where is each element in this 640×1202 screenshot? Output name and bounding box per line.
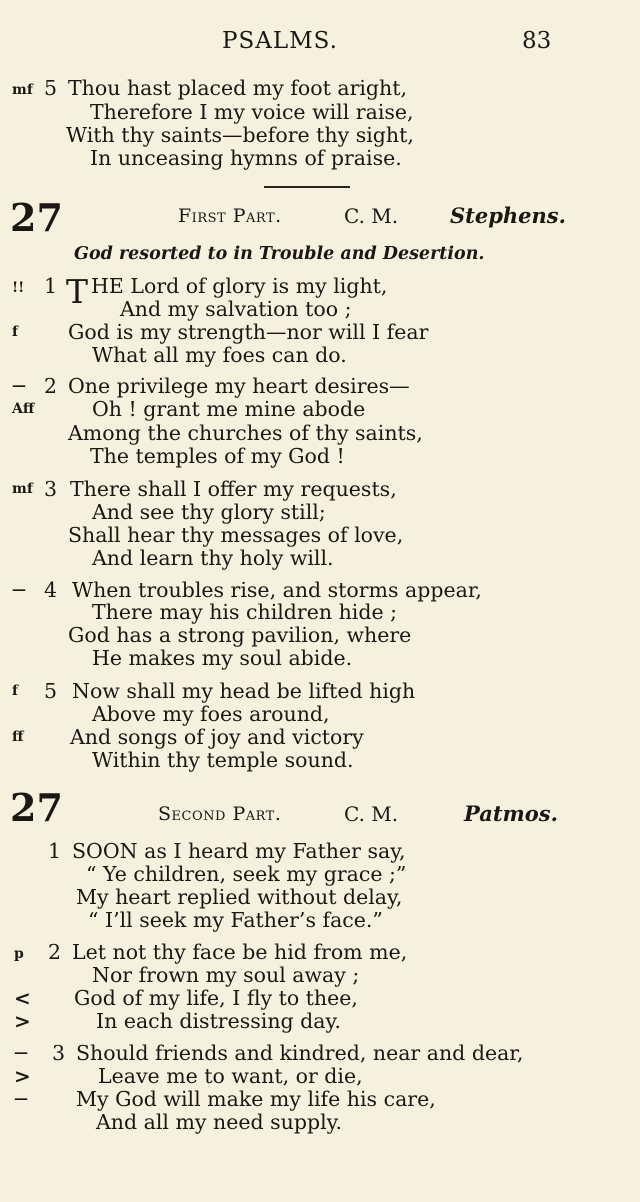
dynamic-mark: mf: [12, 481, 33, 497]
verse-line: God has a strong pavilion, where: [68, 623, 412, 647]
verse-line: There may his children hide ;: [92, 600, 398, 624]
verse-line: And songs of joy and victory: [70, 725, 364, 749]
verse-line: Let not thy face be hid from me,: [72, 940, 408, 964]
meter: C. M.: [344, 802, 399, 826]
verse-number: 5: [44, 679, 58, 703]
decrescendo-mark: >: [14, 1009, 31, 1033]
crescendo-mark: <: [14, 986, 31, 1010]
verse-number: 2: [48, 940, 62, 964]
verse-number: 3: [44, 477, 58, 501]
dynamic-mark: —: [14, 1045, 28, 1061]
dynamic-mark: p: [14, 946, 24, 962]
verse-number: 5: [44, 76, 58, 100]
verse-line: One privilege my heart desires—: [68, 374, 410, 398]
dynamic-mark: f: [12, 683, 19, 699]
dynamic-mark: f: [12, 324, 19, 340]
verse-number: 2: [44, 374, 58, 398]
divider-rule: [264, 186, 350, 188]
psalm-number: 27: [10, 195, 63, 240]
verse-line: And my salvation too ;: [120, 297, 352, 321]
dynamic-mark: —: [12, 378, 26, 394]
running-title: PSALMS.: [222, 28, 338, 54]
part-title: Second Part.: [158, 803, 282, 825]
verse-line: Now shall my head be lifted high: [72, 679, 416, 703]
verse-number: 1: [48, 839, 62, 863]
verse-line: Thou hast placed my foot aright,: [68, 76, 408, 100]
dynamic-mark: Aff: [12, 401, 35, 417]
verse-line: “ I’ll seek my Father’s face.”: [88, 908, 383, 932]
verse-line: In each distressing day.: [96, 1009, 341, 1033]
dynamic-mark: —: [12, 582, 26, 598]
verse-number: 4: [44, 578, 58, 602]
verse-line: And learn thy holy will.: [92, 546, 334, 570]
verse-number: 3: [52, 1041, 66, 1065]
drop-cap: T: [66, 272, 89, 311]
page-number: 83: [522, 28, 552, 54]
dynamic-mark: !!: [12, 280, 25, 296]
dynamic-mark: ff: [12, 729, 24, 745]
verse-line: Above my foes around,: [92, 702, 330, 726]
verse-line: And see thy glory still;: [92, 500, 326, 524]
verse-line: And all my need supply.: [96, 1110, 343, 1134]
verse-line: Within thy temple sound.: [92, 748, 354, 772]
verse-line: Should friends and kindred, near and dear,: [76, 1041, 524, 1065]
verse-line: “ Ye children, seek my grace ;”: [86, 862, 407, 886]
verse-line: My God will make my life his care,: [76, 1087, 436, 1111]
verse-line: Leave me to want, or die,: [98, 1064, 363, 1088]
verse-line: Among the churches of thy saints,: [68, 421, 423, 445]
verse-line: God of my life, I fly to thee,: [74, 986, 358, 1010]
verse-line: SOON as I heard my Father say,: [72, 839, 406, 863]
verse-line: Therefore I my voice will raise,: [90, 100, 414, 124]
decrescendo-mark: >: [14, 1064, 31, 1088]
verse-line: He makes my soul abide.: [92, 646, 353, 670]
meter: C. M.: [344, 204, 399, 228]
psalm-subtitle: God resorted to in Trouble and Desertion.: [74, 244, 485, 264]
verse-line: Shall hear thy messages of love,: [68, 523, 404, 547]
verse-line: When troubles rise, and storms appear,: [72, 578, 482, 602]
tune-name: Patmos.: [464, 801, 558, 826]
dynamic-mark: —: [14, 1091, 28, 1107]
verse-line: In unceasing hymns of praise.: [90, 146, 402, 170]
verse-line: With thy saints—before thy sight,: [66, 123, 414, 147]
verse-line: Oh ! grant me mine abode: [92, 397, 366, 421]
dynamic-mark: mf: [12, 82, 33, 98]
verse-number: 1: [44, 274, 58, 298]
verse-line: Nor frown my soul away ;: [92, 963, 360, 987]
psalm-number: 27: [10, 785, 63, 830]
verse-line: There shall I offer my requests,: [70, 477, 397, 501]
verse-line: What all my foes can do.: [92, 343, 347, 367]
part-title: First Part.: [178, 205, 282, 227]
tune-name: Stephens.: [450, 203, 566, 228]
verse-line: God is my strength—nor will I fear: [68, 320, 429, 344]
verse-line: My heart replied without delay,: [76, 885, 403, 909]
verse-line: The temples of my God !: [90, 444, 345, 468]
verse-line: HE Lord of glory is my light,: [91, 274, 388, 298]
